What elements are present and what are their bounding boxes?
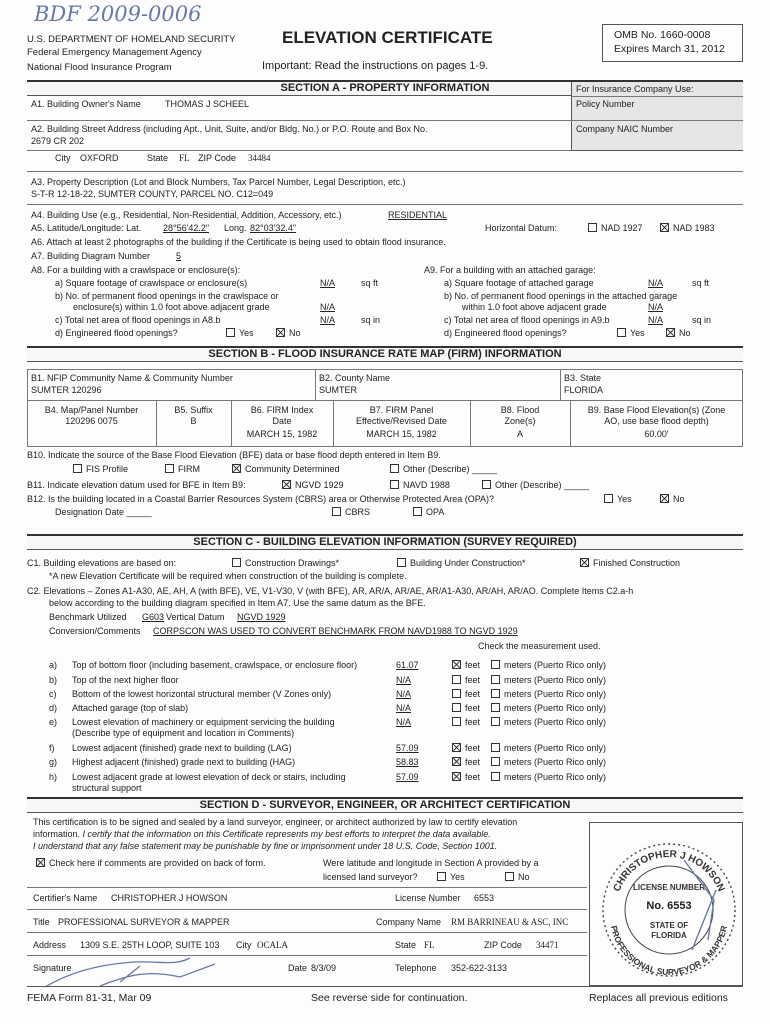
b10-community-label: Community Determined bbox=[245, 464, 340, 474]
c2-row-value: N/A bbox=[396, 675, 412, 685]
c2-row-meters-label: meters (Puerto Rico only) bbox=[504, 703, 607, 713]
b11-label: B11. Indicate elevation datum used for BFE in Item B9: bbox=[27, 480, 246, 490]
c2-row-feet-label: feet bbox=[465, 743, 481, 753]
b9-bfe-value: 60.00' bbox=[644, 429, 669, 439]
c2-row-meters-checkbox[interactable] bbox=[491, 703, 500, 712]
license-label: License Number bbox=[395, 893, 461, 903]
latlong-question-1: Were latitude and longitude in Section A provided by a bbox=[323, 858, 539, 868]
seal-name-arc: CHRISTOPHER J HOWSON bbox=[611, 848, 727, 894]
c2-row-feet-label: feet bbox=[465, 660, 481, 670]
c2-row-meters-option[interactable] bbox=[491, 675, 606, 686]
c2-row-feet-option[interactable] bbox=[452, 743, 480, 754]
cert-para-2b: I certify that the information on this Certificate represents my best efforts to interpret the data available. bbox=[82, 829, 491, 839]
c2-row-label: Attached garage (top of slab) bbox=[72, 703, 189, 713]
c1-under-construction-checkbox[interactable] bbox=[397, 558, 406, 567]
state-label: State bbox=[147, 153, 169, 163]
c2-row-value: 57.09 bbox=[396, 772, 419, 782]
c2-row-meters-label: meters (Puerto Rico only) bbox=[504, 660, 607, 670]
a8a-label: a) Square footage of crawlspace or enclosure(s) bbox=[55, 278, 248, 288]
latlong-yes-label: Yes bbox=[450, 872, 465, 882]
c2-row-meters-checkbox[interactable] bbox=[491, 675, 500, 684]
c1-drawings-checkbox[interactable] bbox=[232, 558, 241, 567]
c2-row-label-2: structural support bbox=[72, 783, 142, 793]
a8c-unit: sq in bbox=[361, 315, 381, 325]
c2-row-feet-option[interactable] bbox=[452, 772, 480, 783]
b12-opa-label: OPA bbox=[426, 507, 445, 517]
a9d-no-label: No bbox=[679, 328, 691, 338]
b12-designation-date-label: Designation Date _____ bbox=[55, 507, 152, 517]
b10-label: B10. Indicate the source of the Base Flood Elevation (BFE) data or base flood depth entered in Item B9. bbox=[27, 450, 441, 460]
c2-row-feet-label: feet bbox=[465, 772, 481, 782]
c2-row-feet-label: feet bbox=[465, 689, 481, 699]
date-value: 8/3/09 bbox=[311, 963, 337, 973]
c2-row-feet-checkbox[interactable] bbox=[452, 772, 461, 781]
important-note: Important: Read the instructions on pages 1-9. bbox=[262, 60, 489, 72]
section-c-header bbox=[27, 534, 743, 550]
b3-label: B3. State bbox=[564, 373, 602, 383]
c2-row-meters-checkbox[interactable] bbox=[491, 757, 500, 766]
c1-finished-label: Finished Construction bbox=[593, 558, 681, 568]
d-state-label: State bbox=[395, 940, 417, 950]
surveyor-seal bbox=[596, 830, 742, 980]
b12-cbrs-option[interactable] bbox=[332, 507, 370, 518]
a9d-yes-option[interactable] bbox=[617, 328, 645, 339]
c2-row-letter: a) bbox=[49, 660, 58, 670]
c2-row-meters-label: meters (Puerto Rico only) bbox=[504, 757, 607, 767]
a9a-label: a) Square footage of attached garage bbox=[444, 278, 594, 288]
b11-ngvd-checkbox[interactable] bbox=[282, 480, 291, 489]
b9-label-2: AO, use base flood depth) bbox=[604, 416, 709, 426]
a9b-label-2: within 1.0 foot above adjacent grade bbox=[462, 302, 607, 312]
a8d-no-checkbox[interactable] bbox=[276, 328, 285, 337]
c2-row-letter: d) bbox=[49, 703, 58, 713]
seal-license-number: No. 6553 bbox=[646, 900, 692, 912]
c2-row-meters-label: meters (Puerto Rico only) bbox=[504, 743, 607, 753]
company-name: RM BARRINEAU & ASC, INC bbox=[451, 917, 569, 927]
latlong-no-checkbox[interactable] bbox=[505, 872, 514, 881]
a9b-value: N/A bbox=[648, 302, 664, 312]
b10-fis-label: FIS Profile bbox=[86, 464, 129, 474]
d-city-label: City bbox=[236, 940, 252, 950]
comments-label: Check here if comments are provided on back of form. bbox=[49, 858, 266, 868]
c2-row-letter: h) bbox=[49, 772, 58, 782]
b6-label-1: B6. FIRM Index bbox=[250, 405, 314, 415]
b1-label: B1. NFIP Community Name & Community Number bbox=[31, 373, 233, 383]
b10-fis-checkbox[interactable] bbox=[73, 464, 82, 473]
b11-other-label: Other (Describe) bbox=[495, 480, 562, 490]
a5-label: A5. Latitude/Longitude: Lat. bbox=[31, 223, 142, 233]
b10-firm-option[interactable] bbox=[165, 464, 200, 475]
b12-no-option[interactable] bbox=[660, 494, 685, 505]
a8d-no-option[interactable] bbox=[276, 328, 301, 339]
a8-label: A8. For a building with a crawlspace or enclosure(s): bbox=[31, 265, 241, 275]
a5-latitude: 28°56'42.2" bbox=[163, 223, 210, 233]
c2-row-meters-label: meters (Puerto Rico only) bbox=[504, 675, 607, 685]
c2-row-meters-option[interactable] bbox=[491, 717, 606, 728]
insurance-use-label: For Insurance Company Use: bbox=[576, 84, 694, 94]
b8-flood-zone: A bbox=[516, 429, 523, 439]
c2-row-meters-option[interactable] bbox=[491, 757, 606, 768]
b12-cbrs-label: CBRS bbox=[345, 507, 371, 517]
d-city-value: OCALA bbox=[257, 940, 288, 950]
b12-opa-checkbox[interactable] bbox=[413, 507, 422, 516]
b7-label-1: B7. FIRM Panel bbox=[369, 405, 434, 415]
c2-row-meters-checkbox[interactable] bbox=[491, 717, 500, 726]
b3-state: FLORIDA bbox=[564, 385, 604, 395]
section-b-title: SECTION B - FLOOD INSURANCE RATE MAP (FIRM) INFORMATION bbox=[208, 348, 562, 360]
form-title: ELEVATION CERTIFICATE bbox=[282, 28, 493, 47]
nad1927-option[interactable] bbox=[588, 223, 643, 234]
b11-navd-option[interactable] bbox=[390, 480, 450, 491]
a9a-value: N/A bbox=[648, 278, 664, 288]
signature-label: Signature bbox=[33, 963, 72, 973]
benchmark-value: G603 bbox=[142, 612, 165, 622]
section-b-header bbox=[27, 346, 743, 362]
a2-street-address: 2679 CR 202 bbox=[31, 136, 85, 146]
c2-row-value: 61.07 bbox=[396, 660, 419, 670]
section-d-header bbox=[27, 797, 743, 813]
address-label: Address bbox=[33, 940, 67, 950]
b12-opa-option[interactable] bbox=[413, 507, 444, 518]
cert-para-2a: information. bbox=[33, 829, 81, 839]
b11-navd-label: NAVD 1988 bbox=[403, 480, 450, 490]
b8-label-2: Zone(s) bbox=[504, 416, 536, 426]
check-measurement-label: Check the measurement used. bbox=[478, 641, 601, 651]
a4-building-use: RESIDENTIAL bbox=[388, 210, 448, 220]
b11-ngvd-option[interactable] bbox=[282, 480, 344, 491]
comments-checkbox[interactable] bbox=[36, 858, 45, 867]
c1-label: C1. Building elevations are based on: bbox=[27, 558, 177, 568]
d-zip-value: 34471 bbox=[536, 940, 559, 950]
benchmark-label: Benchmark Utilized bbox=[49, 612, 127, 622]
cert-para-1: This certification is to be signed and sealed by a land surveyor, engineer, or architect authorized by law to certify elevation bbox=[33, 817, 518, 827]
c2-row-meters-option[interactable] bbox=[491, 660, 606, 671]
b9-label-1: B9. Base Flood Elevation(s) (Zone bbox=[587, 405, 726, 415]
horizontal-datum-label: Horizontal Datum: bbox=[485, 223, 558, 233]
state-value: FL bbox=[179, 153, 190, 163]
c2-row-meters-checkbox[interactable] bbox=[491, 743, 500, 752]
c2-row-letter: e) bbox=[49, 717, 58, 727]
b12-no-checkbox[interactable] bbox=[660, 494, 669, 503]
c2-row-label-2: (Describe type of equipment and location in Comments) bbox=[72, 728, 295, 738]
d-state-value: FL bbox=[424, 940, 435, 950]
section-a-title: SECTION A - PROPERTY INFORMATION bbox=[280, 82, 490, 94]
c2-row-label: Lowest adjacent (finished) grade next to building (LAG) bbox=[72, 743, 292, 753]
a4-label: A4. Building Use (e.g., Residential, Non-Residential, Addition, Accessory, etc.) bbox=[31, 210, 342, 220]
footer-form-number: FEMA Form 81-31, Mar 09 bbox=[27, 992, 152, 1004]
c2-row-feet-label: feet bbox=[465, 717, 481, 727]
b5-label: B5. Suffix bbox=[174, 405, 213, 415]
conversion-comments: CORPSCON WAS USED TO CONVERT BENCHMARK FROM NAVD1988 TO NGVD 1929 bbox=[153, 626, 518, 636]
city-label: City bbox=[55, 153, 71, 163]
b11-navd-checkbox[interactable] bbox=[390, 480, 399, 489]
b10-other-label: Other (Describe) bbox=[403, 464, 470, 474]
c1-finished-option[interactable] bbox=[580, 558, 680, 569]
a8a-unit: sq ft bbox=[361, 278, 379, 288]
b12-label: B12. Is the building located in a Coastal Barrier Resources System (CBRS) area or Otherwise Protected Area (OPA)? bbox=[27, 494, 495, 504]
c2-row-value: N/A bbox=[396, 703, 412, 713]
c2-row-meters-checkbox[interactable] bbox=[491, 772, 500, 781]
footer-replaces: Replaces all previous editions bbox=[589, 992, 728, 1004]
b10-community-checkbox[interactable] bbox=[232, 464, 241, 473]
b8-label-1: B8. Flood bbox=[500, 405, 540, 415]
c2-row-label: Top of the next higher floor bbox=[72, 675, 179, 685]
c2-row-meters-option[interactable] bbox=[491, 689, 606, 700]
a3-label: A3. Property Description (Lot and Block Numbers, Tax Parcel Number, Legal Description, etc.) bbox=[31, 177, 406, 187]
b5-suffix: B bbox=[190, 416, 197, 426]
c2-row-meters-option[interactable] bbox=[491, 703, 606, 714]
c1-drawings-option[interactable] bbox=[232, 558, 339, 569]
b10-firm-checkbox[interactable] bbox=[165, 464, 174, 473]
policy-number-label: Policy Number bbox=[576, 99, 635, 109]
zip-label: ZIP Code bbox=[198, 153, 236, 163]
c2-row-value: 58.83 bbox=[396, 757, 419, 767]
b10-fis-option[interactable] bbox=[73, 464, 128, 475]
a9b-label-1: b) No. of permanent flood openings in the attached garage bbox=[444, 291, 678, 301]
b10-firm-label: FIRM bbox=[178, 464, 200, 474]
a9-label: A9. For a building with an attached garage: bbox=[424, 265, 596, 275]
c2-row-letter: f) bbox=[49, 743, 55, 753]
b6-firm-index-date: MARCH 15, 1982 bbox=[246, 429, 318, 439]
zip-value: 34484 bbox=[248, 153, 271, 163]
address-value: 1309 S.E. 25TH LOOP, SUITE 103 bbox=[80, 940, 220, 950]
cert-para-3: I understand that any false statement may be punishable by fine or imprisonment under 18 U.S. Code, Section 1001. bbox=[33, 841, 498, 851]
c2-row-label: Lowest elevation of machinery or equipment servicing the building bbox=[72, 717, 335, 727]
c2-row-feet-option[interactable] bbox=[452, 703, 480, 714]
agency-nfip: National Flood Insurance Program bbox=[27, 62, 172, 73]
a9d-yes-label: Yes bbox=[630, 328, 645, 338]
c2-row-feet-checkbox[interactable] bbox=[452, 743, 461, 752]
naic-label: Company NAIC Number bbox=[576, 124, 674, 134]
a1-label: A1. Building Owner's Name bbox=[31, 99, 141, 109]
a8d-yes-checkbox[interactable] bbox=[226, 328, 235, 337]
c2-row-feet-checkbox[interactable] bbox=[452, 660, 461, 669]
latlong-no-option[interactable] bbox=[505, 872, 530, 883]
seal-state-of: STATE OF bbox=[649, 921, 689, 930]
c2-row-meters-label: meters (Puerto Rico only) bbox=[504, 772, 607, 782]
a8d-yes-option[interactable] bbox=[226, 328, 254, 339]
section-c-title: SECTION C - BUILDING ELEVATION INFORMATION (SURVEY REQUIRED) bbox=[193, 536, 577, 548]
omb-expires: Expires March 31, 2012 bbox=[614, 43, 725, 55]
a7-label: A7. Building Diagram Number bbox=[31, 251, 151, 261]
a8d-label: d) Engineered flood openings? bbox=[55, 328, 178, 338]
c2-row-label: Highest adjacent (finished) grade next to building (HAG) bbox=[72, 757, 296, 767]
c2-text-2: below according to the building diagram specified in Item A7. Use the same datum as the BFE. bbox=[49, 598, 426, 608]
c2-row-letter: c) bbox=[49, 689, 57, 699]
a8d-no-label: No bbox=[289, 328, 301, 338]
c2-row-feet-option[interactable] bbox=[452, 689, 480, 700]
date-label: Date bbox=[288, 963, 308, 973]
a9d-yes-checkbox[interactable] bbox=[617, 328, 626, 337]
a8b-label-1: b) No. of permanent flood openings in the crawlspace or bbox=[55, 291, 279, 301]
b7-label-2: Effective/Revised Date bbox=[356, 416, 447, 426]
a8c-value: N/A bbox=[320, 315, 336, 325]
certifier-name-label: Certifier's Name bbox=[33, 893, 98, 903]
title-label: Title bbox=[33, 917, 50, 927]
c2-row-meters-label: meters (Puerto Rico only) bbox=[504, 717, 607, 727]
c1-under-construction-option[interactable] bbox=[397, 558, 526, 569]
a8b-value: N/A bbox=[320, 302, 336, 312]
section-d-title: SECTION D - SURVEYOR, ENGINEER, OR ARCHITECT CERTIFICATION bbox=[199, 799, 571, 811]
a8d-yes-label: Yes bbox=[239, 328, 254, 338]
telephone-label: Telephone bbox=[395, 963, 437, 973]
cert-para-2 bbox=[33, 829, 491, 840]
c2-row-meters-option[interactable] bbox=[491, 743, 606, 754]
c2-row-value: N/A bbox=[396, 717, 412, 727]
conversion-label: Conversion/Comments bbox=[49, 626, 141, 636]
latlong-question-2: licensed land surveyor? bbox=[323, 872, 418, 882]
b12-yes-label: Yes bbox=[617, 494, 632, 504]
c2-row-feet-option[interactable] bbox=[452, 675, 480, 686]
certifier-name: CHRISTOPHER J HOWSON bbox=[111, 893, 228, 903]
c2-row-meters-checkbox[interactable] bbox=[491, 689, 500, 698]
a8b-label-2: enclosure(s) within 1.0 foot above adjacent grade bbox=[73, 302, 270, 312]
b12-yes-checkbox[interactable] bbox=[604, 494, 613, 503]
b4-label: B4. Map/Panel Number bbox=[44, 405, 139, 415]
a7-diagram-number: 5 bbox=[176, 251, 182, 261]
c2-row-feet-option[interactable] bbox=[452, 757, 480, 768]
c2-row-label: Bottom of the lowest horizontal structural member (V Zones only) bbox=[72, 689, 332, 699]
b11-other-checkbox[interactable] bbox=[482, 480, 491, 489]
b11-other-option[interactable]: Other (Describe) _____ bbox=[482, 480, 589, 491]
vertical-datum-value: NGVD 1929 bbox=[237, 612, 286, 622]
c2-row-value: 57.09 bbox=[396, 743, 419, 753]
telephone-value: 352-622-3133 bbox=[451, 963, 508, 973]
latlong-yes-option[interactable] bbox=[437, 872, 465, 883]
b12-cbrs-checkbox[interactable] bbox=[332, 507, 341, 516]
c2-row-feet-checkbox[interactable] bbox=[452, 757, 461, 766]
handwritten-file-id: BDF 2009-0006 bbox=[34, 2, 202, 26]
latlong-no-label: No bbox=[518, 872, 530, 882]
a5-long-label: Long. bbox=[224, 223, 247, 233]
c2-row-feet-checkbox[interactable] bbox=[452, 703, 461, 712]
city-value: OXFORD bbox=[80, 153, 119, 163]
license-number: 6553 bbox=[474, 893, 495, 903]
b2-label: B2. County Name bbox=[319, 373, 391, 383]
agency-dept: U.S. DEPARTMENT OF HOMELAND SECURITY bbox=[27, 34, 236, 45]
c2-row-feet-label: feet bbox=[465, 703, 481, 713]
c2-row-feet-option[interactable] bbox=[452, 717, 480, 728]
certifier-title: PROFESSIONAL SURVEYOR & MAPPER bbox=[58, 917, 230, 927]
a1-owner-name: THOMAS J SCHEEL bbox=[165, 99, 250, 109]
d-zip-label: ZIP Code bbox=[484, 940, 522, 950]
a9c-value: N/A bbox=[648, 315, 664, 325]
b11-ngvd-label: NGVD 1929 bbox=[295, 480, 344, 490]
c2-row-meters-checkbox[interactable] bbox=[491, 660, 500, 669]
company-label: Company Name bbox=[376, 917, 442, 927]
a9d-no-option[interactable] bbox=[666, 328, 691, 339]
a9d-no-checkbox[interactable] bbox=[666, 328, 675, 337]
c2-row-value: N/A bbox=[396, 689, 412, 699]
seal-license-label: LICENSE NUMBER bbox=[632, 883, 706, 892]
a5-longitude: 82°03'32.4" bbox=[250, 223, 297, 233]
c2-row-feet-checkbox[interactable] bbox=[452, 689, 461, 698]
a2-label: A2. Building Street Address (including Apt., Unit, Suite, and/or Bldg. No.) or P.O. Route and Box No. bbox=[31, 124, 428, 134]
a9c-unit: sq in bbox=[692, 315, 712, 325]
agency-fema: Federal Emergency Management Agency bbox=[27, 47, 202, 58]
c2-text-1: C2. Elevations – Zones A1-A30, AE, AH, A (with BFE), VE, V1-V30, V (with BFE), AR, AR/A, AR/AE, AR/A1-A30, AR/AH, AR/AO. Complete Items C2.a-h bbox=[27, 586, 634, 596]
nad1983-option[interactable] bbox=[660, 223, 715, 234]
c2-row-label: Lowest adjacent grade at lowest elevation of deck or stairs, including bbox=[72, 772, 346, 782]
nad1983-label: NAD 1983 bbox=[673, 223, 715, 233]
c2-row-feet-option[interactable] bbox=[452, 660, 480, 671]
b10-other-checkbox[interactable] bbox=[390, 464, 399, 473]
a8c-label: c) Total net area of flood openings in A8.b bbox=[55, 315, 221, 325]
nad1983-checkbox[interactable] bbox=[660, 223, 669, 232]
c1-finished-checkbox[interactable] bbox=[580, 558, 589, 567]
c1-note: *A new Elevation Certificate will be required when construction of the building is complete. bbox=[49, 571, 407, 581]
c2-row-feet-checkbox[interactable] bbox=[452, 675, 461, 684]
c2-row-meters-label: meters (Puerto Rico only) bbox=[504, 689, 607, 699]
latlong-yes-checkbox[interactable] bbox=[437, 872, 446, 881]
a3-property-description: S-T-R 12-18-22, SUMTER COUNTY, PARCEL NO. C12=049 bbox=[31, 189, 274, 199]
b10-community-option[interactable] bbox=[232, 464, 340, 475]
vertical-datum-label: Vertical Datum bbox=[166, 612, 225, 622]
b4-map-panel: 120296 0075 bbox=[65, 416, 118, 426]
c2-row-meters-option[interactable] bbox=[491, 772, 606, 783]
c2-row-letter: g) bbox=[49, 757, 58, 767]
footer-continuation: See reverse side for continuation. bbox=[311, 992, 468, 1004]
nad1927-checkbox[interactable] bbox=[588, 223, 597, 232]
b12-no-label: No bbox=[673, 494, 685, 504]
c2-row-feet-label: feet bbox=[465, 757, 481, 767]
b1-community: SUMTER 120296 bbox=[31, 385, 102, 395]
b12-yes-option[interactable] bbox=[604, 494, 632, 505]
b10-other-option[interactable]: Other (Describe) _____ bbox=[390, 464, 497, 475]
b12-designation-date-text: Designation Date bbox=[55, 507, 125, 517]
b2-county: SUMTER bbox=[319, 385, 357, 395]
nad1927-label: NAD 1927 bbox=[601, 223, 643, 233]
seal-florida: FLORIDA bbox=[651, 931, 687, 940]
c2-row-feet-checkbox[interactable] bbox=[452, 717, 461, 726]
a6-text: A6. Attach at least 2 photographs of the building if the Certificate is being used to obtain flood insurance. bbox=[31, 237, 446, 247]
c2-row-feet-label: feet bbox=[465, 675, 481, 685]
comments-option[interactable] bbox=[36, 858, 266, 869]
a9c-label: c) Total net area of flood openings in A9.b bbox=[444, 315, 610, 325]
b6-label-2: Date bbox=[272, 416, 292, 426]
c1-under-construction-label: Building Under Construction* bbox=[410, 558, 526, 568]
a9a-unit: sq ft bbox=[692, 278, 710, 288]
c1-drawings-label: Construction Drawings* bbox=[245, 558, 340, 568]
c2-row-label: Top of bottom floor (including basement, crawlspace, or enclosure floor) bbox=[72, 660, 358, 670]
seal-profession-arc: PROFESSIONAL SURVEYOR & MAPPER bbox=[608, 924, 730, 978]
omb-number: OMB No. 1660-0008 bbox=[614, 29, 711, 41]
c2-row-letter: b) bbox=[49, 675, 58, 685]
b7-panel-date: MARCH 15, 1982 bbox=[366, 429, 437, 439]
a9d-label: d) Engineered flood openings? bbox=[444, 328, 567, 338]
a8a-value: N/A bbox=[320, 278, 336, 288]
